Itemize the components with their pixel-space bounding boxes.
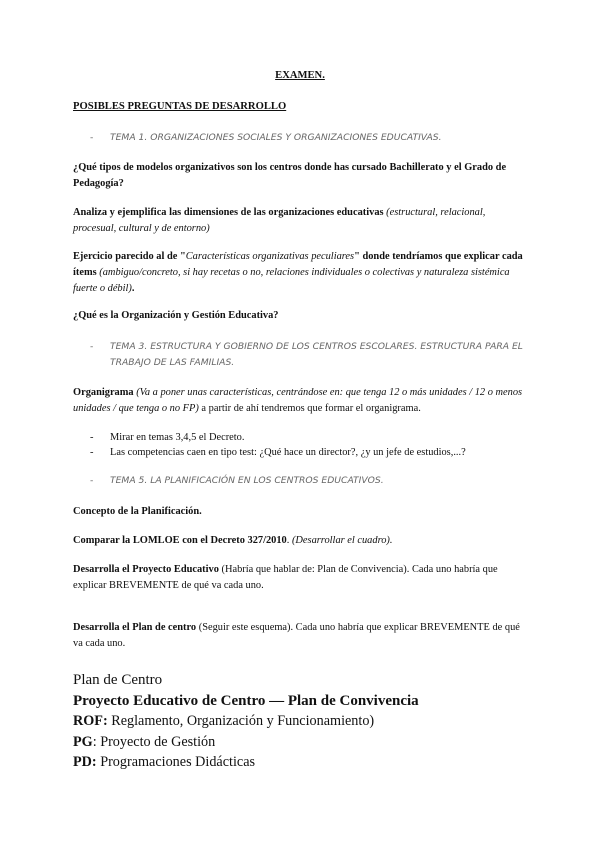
question-9-bold-b: Plan de centro — [132, 622, 197, 633]
question-7-italic: (Desarrollar el cuadro). — [291, 535, 393, 546]
question-5-bold: Organigrama — [73, 387, 134, 398]
question-3-bold-b: " donde tendríamos que explicar cada ítems — [73, 251, 523, 278]
plan-line-2 — [73, 691, 543, 712]
question-5-rest: a partir de ahí tendremos que formar el organigrama. — [198, 403, 421, 414]
question-7-dot: . — [286, 535, 292, 546]
question-8 — [73, 562, 528, 594]
question-8-bold-a: Desarrolla el — [73, 564, 133, 575]
plan-line-1: Plan de Centro — [73, 672, 163, 688]
question-9-rest: (Seguir este esquema). Cada uno habría que explicar BREVEMENTE de qué va cada uno. — [73, 622, 520, 649]
list-dash: - — [90, 341, 94, 352]
question-9 — [73, 620, 528, 652]
question-1 — [73, 160, 528, 192]
question-8-bold-b: Proyecto Educativo — [132, 564, 219, 575]
theme-3-text: TEMA 3. ESTRUCTURA Y GOBIERNO DE LOS CENTROS ESCOLARES. ESTRUCTURA PARA EL TRABAJO DE LAS FAMILIAS. — [110, 341, 523, 368]
list-item — [90, 445, 530, 460]
question-3-italic-a: Características organizativas peculiares — [185, 251, 355, 262]
theme-5-heading — [90, 473, 530, 489]
question-5 — [73, 385, 528, 417]
question-4-text: ¿Qué es la Organización y Gestión Educativa? — [73, 310, 279, 321]
plan-line-2-text: Proyecto Educativo de Centro — Plan de Convivencia — [73, 692, 419, 709]
question-2 — [73, 205, 528, 237]
plan-line-4-rest: : Proyecto de Gestión — [92, 733, 216, 750]
notes-list — [90, 430, 530, 460]
list-dash: - — [90, 475, 94, 486]
question-2-italic: (estructural, relacional, procesual, cultural y de entorno) — [73, 207, 486, 234]
question-1-text: ¿Qué tipos de modelos organizativos son los centros donde has cursado Bachillerato y el Grado de Pedagogía? — [73, 162, 507, 189]
theme-3-heading — [90, 339, 530, 371]
list-dash: - — [90, 432, 94, 443]
list-dash: - — [90, 447, 94, 458]
section-subtitle: POSIBLES PREGUNTAS DE DESARROLLO — [73, 101, 287, 112]
list-item — [90, 430, 530, 445]
question-6-text: Concepto de la Planificación. — [73, 506, 202, 517]
list-item-text: Las competencias caen en tipo test: ¿Qué hace un director?, ¿y un jefe de estudios,...? — [110, 447, 466, 458]
plan-line-3-bold: ROF: — [73, 713, 108, 729]
question-4 — [73, 308, 528, 324]
plan-line-5-bold: PD: — [73, 754, 97, 770]
question-9-bold-a: Desarrolla el — [73, 622, 133, 633]
theme-1-text: TEMA 1. ORGANIZACIONES SOCIALES Y ORGANIZACIONES EDUCATIVAS. — [110, 132, 442, 143]
exam-title: EXAMEN. — [275, 70, 325, 81]
theme-1-heading — [90, 130, 530, 146]
plan-line-4-bold: PG — [73, 733, 93, 750]
question-3-end: . — [131, 283, 135, 294]
question-3 — [73, 249, 528, 297]
list-dash: - — [90, 132, 94, 143]
question-5-italic: (Va a poner unas características, centrándose en: que tenga 12 o más unidades / 12 o menos unidades / que tenga o no FP) — [73, 387, 523, 414]
plan-line-5-rest: Programaciones Didácticas — [96, 754, 256, 770]
question-3-italic-b: (ambiguo/concreto, si hay recetas o no, relaciones individuales o colectivas y naturaleza sistémica fuerte o débil) — [73, 267, 510, 294]
plan-line-3 — [73, 711, 543, 732]
question-2-bold: Analiza y ejemplifica las dimensiones de las organizaciones educativas — [73, 207, 384, 218]
question-7-bold: Comparar la LOMLOE con el Decreto 327/2010 — [73, 535, 287, 546]
question-3-bold-a: Ejercicio parecido al de " — [73, 251, 186, 262]
plan-line-3-rest: Reglamento, Organización y Funcionamiento) — [107, 713, 375, 729]
plan-line-4 — [73, 732, 543, 753]
plan-line-5 — [73, 752, 543, 773]
theme-5-text: TEMA 5. LA PLANIFICACIÓN EN LOS CENTROS EDUCATIVOS. — [110, 475, 384, 486]
question-7 — [73, 533, 528, 549]
plan-de-centro-outline — [73, 670, 543, 773]
question-6 — [73, 504, 528, 520]
question-8-rest: (Habría que hablar de: Plan de Convivencia). Cada uno habría que explicar BREVEMENTE de qué va cada uno. — [73, 564, 498, 591]
list-item-text: Mirar en temas 3,4,5 el Decreto. — [110, 432, 245, 443]
